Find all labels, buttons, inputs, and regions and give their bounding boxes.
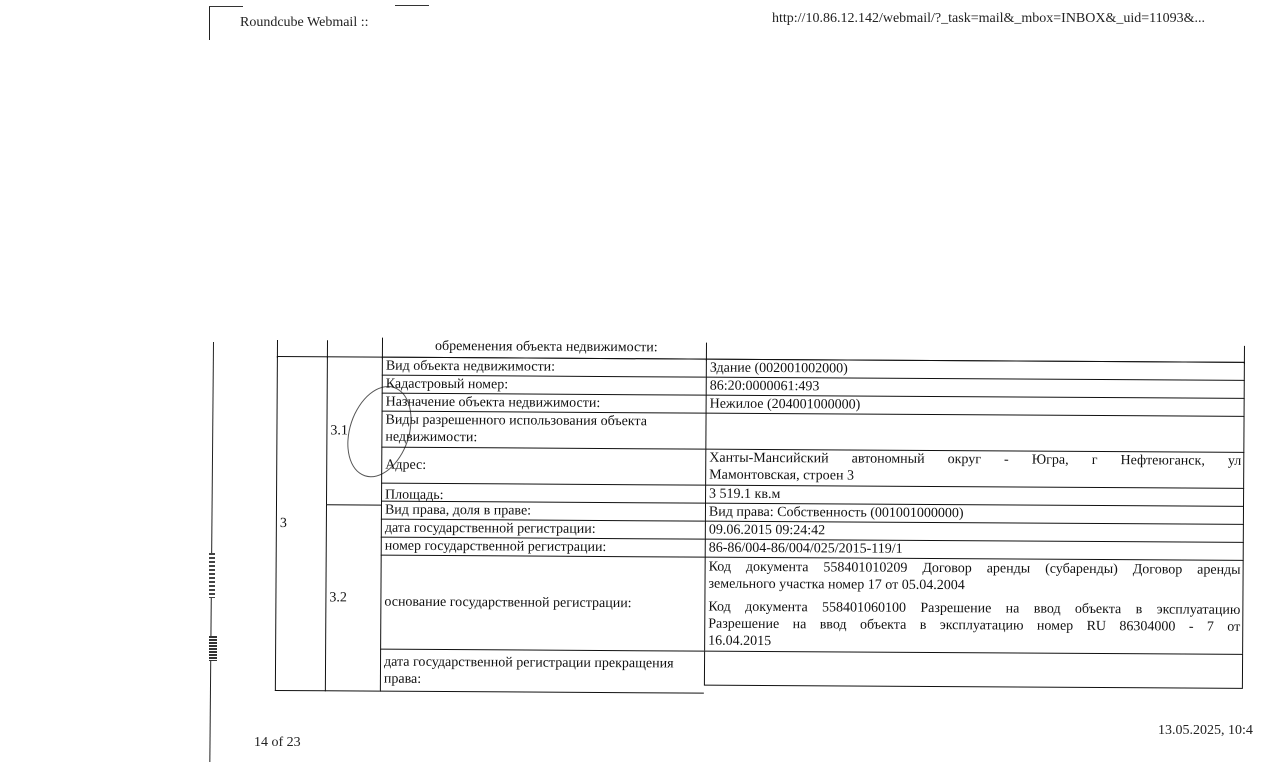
row-purpose-value: Нежилое (204001000000) [706,395,1245,416]
row-cadastral-value: 86:20:0000061:493 [706,377,1245,398]
scan-edge-top-2 [395,5,429,6]
row-termination-date-label: дата государственной регистрации прекращения права: [380,649,704,694]
row-reg-number-value: 86-86/004-86/004/025/2015-119/1 [705,539,1244,560]
row-permitted-use-label: Виды разрешенного использования объекта недвижимости: [381,411,705,449]
basis-doc2-line2: Разрешение на ввод объекта в эксплуатацию номер RU 86304000 - 7 от [708,616,1241,635]
basis-doc2-line3: 16.04.2015 [708,633,772,650]
scan-mark-2 [209,636,217,661]
scan-mark-1 [209,553,215,598]
basis-doc1-line2: земельного участка номер 17 от 05.04.2004 [708,576,965,594]
scan-edge-top [209,6,243,7]
scan-edge-top-left [209,6,210,40]
row-cadastral-label: Кадастровый номер: [382,375,706,395]
scan-edge-left [209,342,214,762]
basis-doc2-line1: Код документа 558401060100 Разрешение на ввод объекта в эксплуатацию [708,599,1241,618]
row-termination-date-value [704,651,1243,689]
row-address-label: Адрес: [381,447,705,485]
print-header-title: Roundcube Webmail :: [240,15,369,30]
row-area-value: 3 519.1 кв.м [705,485,1244,510]
row-area-label: Площадь: [381,483,705,507]
row-reg-basis-value [704,557,1244,654]
address-line-2: Мамонтовская, строен 3 [709,467,855,484]
basis-doc1-line1: Код документа 558401010209 Договор аренды (субаренды) Договор аренды [708,559,1241,578]
row-right-type-label: Вид права, доля в праве: [381,501,705,521]
row-object-type-value: Здание (002001002000) [706,359,1245,380]
encumbrance-label: обременения объекта недвижимости: [382,338,706,361]
row-purpose-label: Назначение объекта недвижимости: [382,393,706,413]
print-footer-page: 14 of 23 [254,735,301,750]
subsection-3-2-number: 3.2 [325,504,381,691]
row-object-type-label: Вид объекта недвижимости: [382,357,706,377]
print-header-url: http://10.86.12.142/webmail/?_task=mail&_mbox=INBOX&_uid=11093&... [772,11,1206,26]
print-footer-datetime: 13.05.2025, 10:4 [1158,723,1253,738]
row-reg-basis-label: основание государственной регистрации: [380,555,705,651]
address-line-1: Ханты-Мансийский автономный округ - Югра, г Нефтеюганск, ул [709,450,1242,469]
row-permitted-use-value [705,413,1244,452]
row-reg-number-label: номер государственной регистрации: [381,537,705,557]
row-right-type-value: Вид права: Собственность (001001000000) [705,503,1244,524]
property-table [277,338,1245,687]
section-number: 3 [275,356,328,691]
row-address-value [705,449,1244,488]
subsection-3-1-label: 3.1 [330,422,348,438]
subsection-3-1-number [326,356,382,504]
row-reg-date-label: дата государственной регистрации: [381,519,705,539]
row-reg-date-value: 09.06.2015 09:24:42 [705,521,1244,542]
